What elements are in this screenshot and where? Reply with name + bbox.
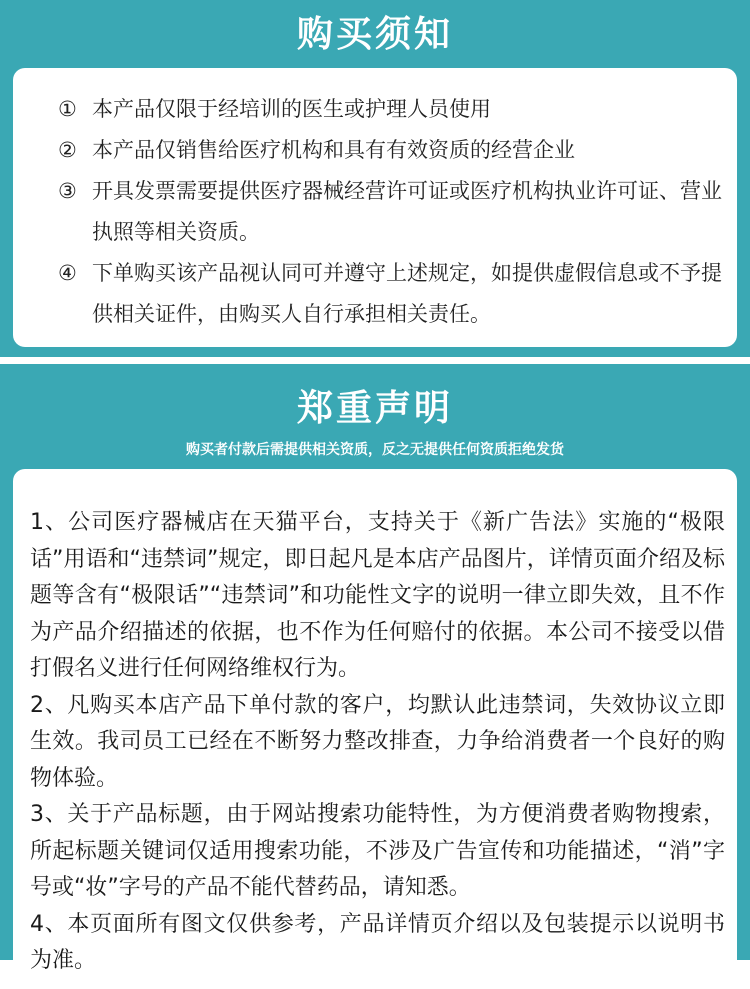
- notice-text: 开具发票需要提供医疗器械经营许可证或医疗机构执业许可证、营业执照等相关资质。: [92, 179, 722, 244]
- declaration-paragraph-4: 4、本页面所有图文仅供参考，产品详情页介绍以及包装提示以说明书为准。: [30, 911, 725, 973]
- notice-number: ②: [58, 138, 77, 162]
- notice-text: 本产品仅销售给医疗机构和具有有效资质的经营企业: [92, 138, 575, 162]
- notice-number: ③: [58, 179, 77, 203]
- declaration-title: 郑重声明: [296, 388, 453, 429]
- declaration-paragraph-1: 1、公司医疗器械店在天猫平台，支持关于《新广告法》实施的“极限话”用语和“违禁词”规定，即日起凡是本店产品图片，详情页面介绍及标题等含有“极限话”“违禁词”和功能性文字的说明一律立即失效，且不作为产品介绍描述的依据，也不作为任何赔付的依据。本公司不接受以借打假名义进行任何网络维权行为。: [30, 510, 725, 681]
- declaration-section: [0, 364, 750, 973]
- declaration-subtitle: 购买者付款后需提供相关资质，反之无提供任何资质拒绝发货: [186, 442, 564, 458]
- declaration-body: [30, 505, 725, 980]
- notice-text: 本产品仅限于经培训的医生或护理人员使用: [92, 97, 491, 121]
- purchase-notice-title: 购买须知: [296, 14, 453, 55]
- notice-item-4: [58, 253, 732, 335]
- section-divider: [0, 357, 750, 364]
- purchase-notice-list: [58, 89, 732, 335]
- notice-number: ①: [58, 97, 77, 121]
- declaration-paragraph-3: 3、关于产品标题，由于网站搜索功能特性，为方便消费者购物搜索，所起标题关键词仅适用搜索功能，不涉及广告宣传和功能描述，“消”字号或“妆”字号的产品不能代替药品，请知悉。: [30, 802, 725, 900]
- notice-item-2: [58, 130, 732, 171]
- purchase-notice-card: [13, 68, 737, 347]
- notice-item-1: [58, 89, 732, 130]
- declaration-paragraph-2: 2、凡购买本店产品下单付款的客户，均默认此违禁词，失效协议立即生效。我司员工已经在不断努力整改排查，力争给消费者一个良好的购物体验。: [30, 692, 725, 791]
- notice-text: 下单购买该产品视认同可并遵守上述规定，如提供虚假信息或不予提供相关证件，由购买人自行承担相关责任。: [92, 261, 722, 326]
- declaration-card: [13, 469, 737, 989]
- notice-item-3: [58, 171, 732, 253]
- purchase-notice-section: [0, 0, 750, 357]
- notice-number: ④: [58, 261, 77, 285]
